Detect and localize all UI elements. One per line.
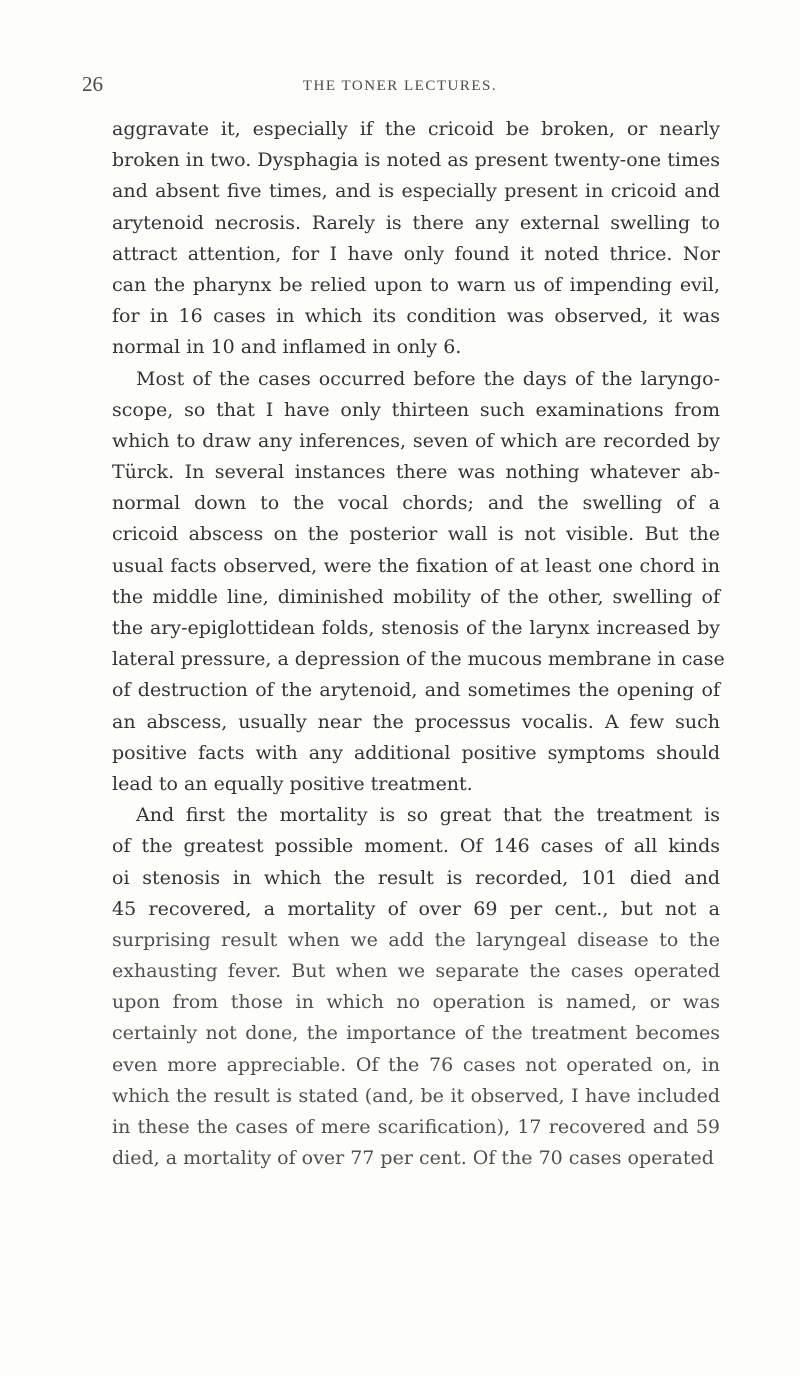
text-line: of the greatest possible moment. Of 146 cases of all kinds <box>112 835 720 858</box>
text-line: and absent five times, and is especially present in cricoid and <box>112 180 720 203</box>
text-line: positive facts with any additional positive symptoms should <box>112 741 720 764</box>
text-line: of destruction of the arytenoid, and sometimes the opening of <box>112 679 720 702</box>
text-line: the middle line, diminished mobility of the other, swelling of <box>112 585 720 608</box>
text-line: Türck. In several instances there was nothing whatever ab- <box>112 461 720 484</box>
text-line: normal in 10 and inflamed in only 6. <box>112 336 462 359</box>
text-line: broken in two. Dysphagia is noted as present twenty-one times <box>112 149 720 172</box>
text-line: can the pharynx be relied upon to warn us of impending evil, <box>112 273 720 296</box>
text-line: And first the mortality is so great that the treatment is <box>136 804 720 827</box>
body-text <box>112 114 725 1174</box>
text-line: surprising result when we add the laryngeal disease to the <box>112 928 720 951</box>
text-line: 45 recovered, a mortality of over 69 per cent., but not a <box>112 897 720 920</box>
text-line: upon from those in which no operation is named, or was <box>112 991 720 1014</box>
text-line: aggravate it, especially if the cricoid be broken, or nearly <box>112 118 720 140</box>
text-line: certainly not done, the importance of the treatment becomes <box>112 1022 720 1045</box>
text-line: which the result is stated (and, be it observed, I have included <box>112 1084 720 1107</box>
text-line: lead to an equally positive treatment. <box>112 772 473 795</box>
text-line: an abscess, usually near the processus vocalis. A few such <box>112 710 720 733</box>
text-line: the ary-epiglottidean folds, stenosis of the larynx increased by <box>112 617 720 639</box>
text-line: even more appreciable. Of the 76 cases not operated on, in <box>112 1053 720 1076</box>
running-head: THE TONER LECTURES. <box>302 78 498 94</box>
text-line: cricoid abscess on the posterior wall is not visible. But the <box>112 523 720 546</box>
page-number: 26 <box>82 72 103 96</box>
text-line: arytenoid necrosis. Rarely is there any external swelling to <box>112 211 720 234</box>
text-line: Most of the cases occurred before the days of the laryngo- <box>136 367 720 390</box>
text-line: scope, so that I have only thirteen such examinations from <box>112 398 720 421</box>
text-line: exhausting fever. But when we separate the cases operated <box>112 960 720 983</box>
text-line: which to draw any inferences, seven of which are recorded by <box>112 429 720 452</box>
text-line: lateral pressure, a depression of the mucous membrane in case <box>112 648 725 671</box>
text-line: for in 16 cases in which its condition was observed, it was <box>112 305 720 328</box>
text-line: oi stenosis in which the result is recorded, 101 died and <box>112 866 720 889</box>
text-line: usual facts observed, were the fixation of at least one chord in <box>112 554 720 577</box>
text-line: in these the cases of mere scarification), 17 recovered and 59 <box>112 1116 720 1138</box>
text-line: normal down to the vocal chords; and the swelling of a <box>112 492 720 515</box>
text-line: died, a mortality of over 77 per cent. Of the 70 cases operated <box>112 1147 714 1170</box>
text-line: attract attention, for I have only found it noted thrice. Nor <box>112 242 720 265</box>
